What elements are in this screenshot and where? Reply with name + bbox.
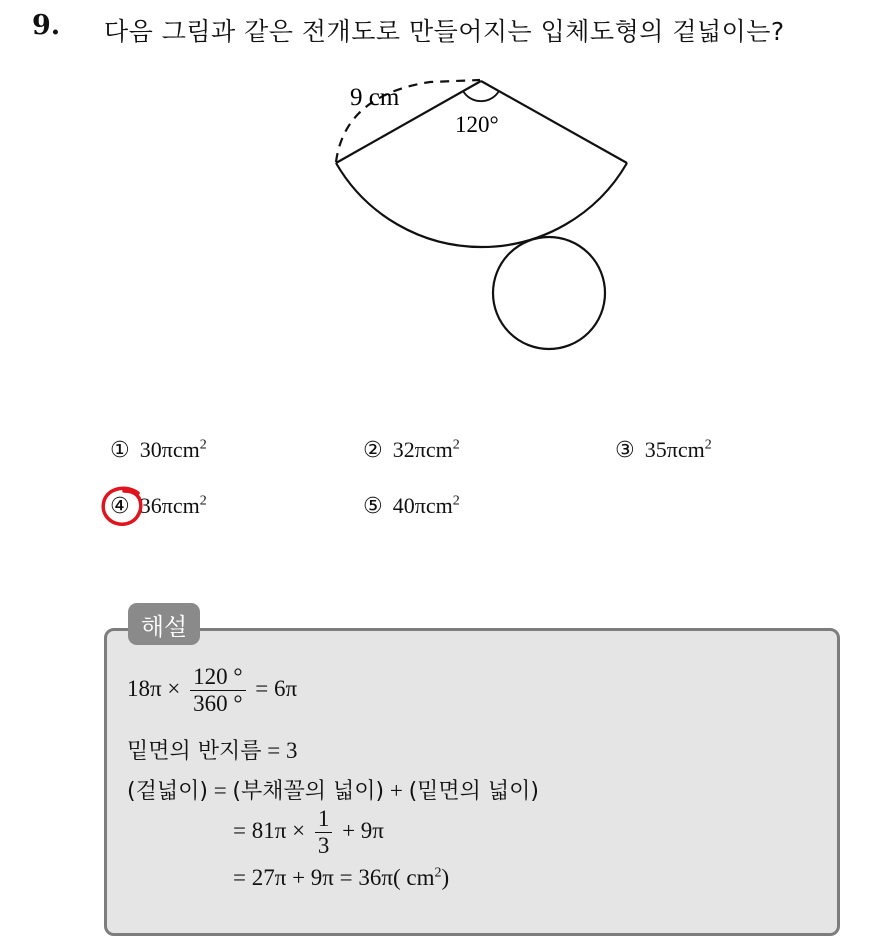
- line4-pre: = 81π ×: [233, 818, 306, 844]
- solution-line-3: [127, 774, 539, 805]
- choice-mark: ②: [363, 438, 383, 463]
- choice-2[interactable]: [363, 437, 460, 463]
- choice-mark: ①: [110, 438, 130, 463]
- choice-exponent: 2: [452, 437, 460, 453]
- choice-mark: ④: [110, 494, 130, 519]
- choice-value: 36πcm: [139, 493, 200, 518]
- line3-e: (밑면의 넓이): [408, 779, 539, 804]
- sector-arc: [336, 163, 627, 247]
- fraction-1-3: [315, 806, 333, 860]
- solution-line-2: [127, 734, 298, 765]
- line3-b: =: [207, 778, 233, 803]
- choice-value: 32πcm: [392, 437, 453, 462]
- line3-a: (겉넓이): [127, 779, 208, 804]
- choice-mark: ⑤: [363, 494, 383, 519]
- line5-exponent: 2: [434, 865, 442, 881]
- fraction-denominator: 3: [317, 833, 330, 859]
- answer-mark-circle: [98, 484, 150, 532]
- choice-mark: ③: [615, 438, 635, 463]
- fraction-numerator: 120 °: [190, 664, 245, 691]
- sector-radius-right: [481, 81, 627, 163]
- line3-d: +: [384, 778, 409, 803]
- choice-5[interactable]: [363, 493, 460, 519]
- solution-line-4: [233, 806, 384, 860]
- choice-exponent: 2: [452, 493, 460, 509]
- radius-label: 9 cm: [350, 84, 400, 111]
- question-number: 9.: [32, 10, 61, 41]
- line1-post: = 6π: [255, 676, 298, 702]
- base-circle: [493, 237, 605, 349]
- line3-c: (부채꼴의 넓이): [232, 779, 385, 804]
- solution-line-1: [127, 664, 297, 718]
- solution-tag: 해설: [128, 603, 200, 645]
- line4-post: + 9π: [342, 818, 384, 844]
- choice-3[interactable]: [615, 437, 712, 463]
- choice-value: 30πcm: [139, 437, 200, 462]
- line5-post: ): [441, 865, 450, 890]
- fraction-numerator: 1: [315, 806, 333, 833]
- line1-pre: 18π ×: [127, 676, 181, 702]
- angle-arc: [463, 91, 499, 101]
- line2-kr: 밑면의 반지름: [127, 739, 262, 764]
- line2-post: = 3: [261, 738, 298, 763]
- choice-exponent: 2: [199, 437, 207, 453]
- solution-line-5: [233, 865, 449, 891]
- choice-exponent: 2: [704, 437, 712, 453]
- choice-value: 35πcm: [644, 437, 705, 462]
- fraction-denominator: 360 °: [193, 691, 243, 717]
- question-text: 다음 그림과 같은 전개도로 만들어지는 입체도형의 겉넓이는?: [104, 17, 785, 46]
- line5-pre: = 27π + 9π = 36π( cm: [233, 865, 435, 890]
- choice-exponent: 2: [199, 493, 207, 509]
- fraction-120-360: [190, 664, 245, 718]
- cone-net-figure: [300, 60, 660, 360]
- choice-value: 40πcm: [392, 493, 453, 518]
- choice-1[interactable]: [110, 437, 207, 463]
- angle-label: 120°: [455, 112, 499, 137]
